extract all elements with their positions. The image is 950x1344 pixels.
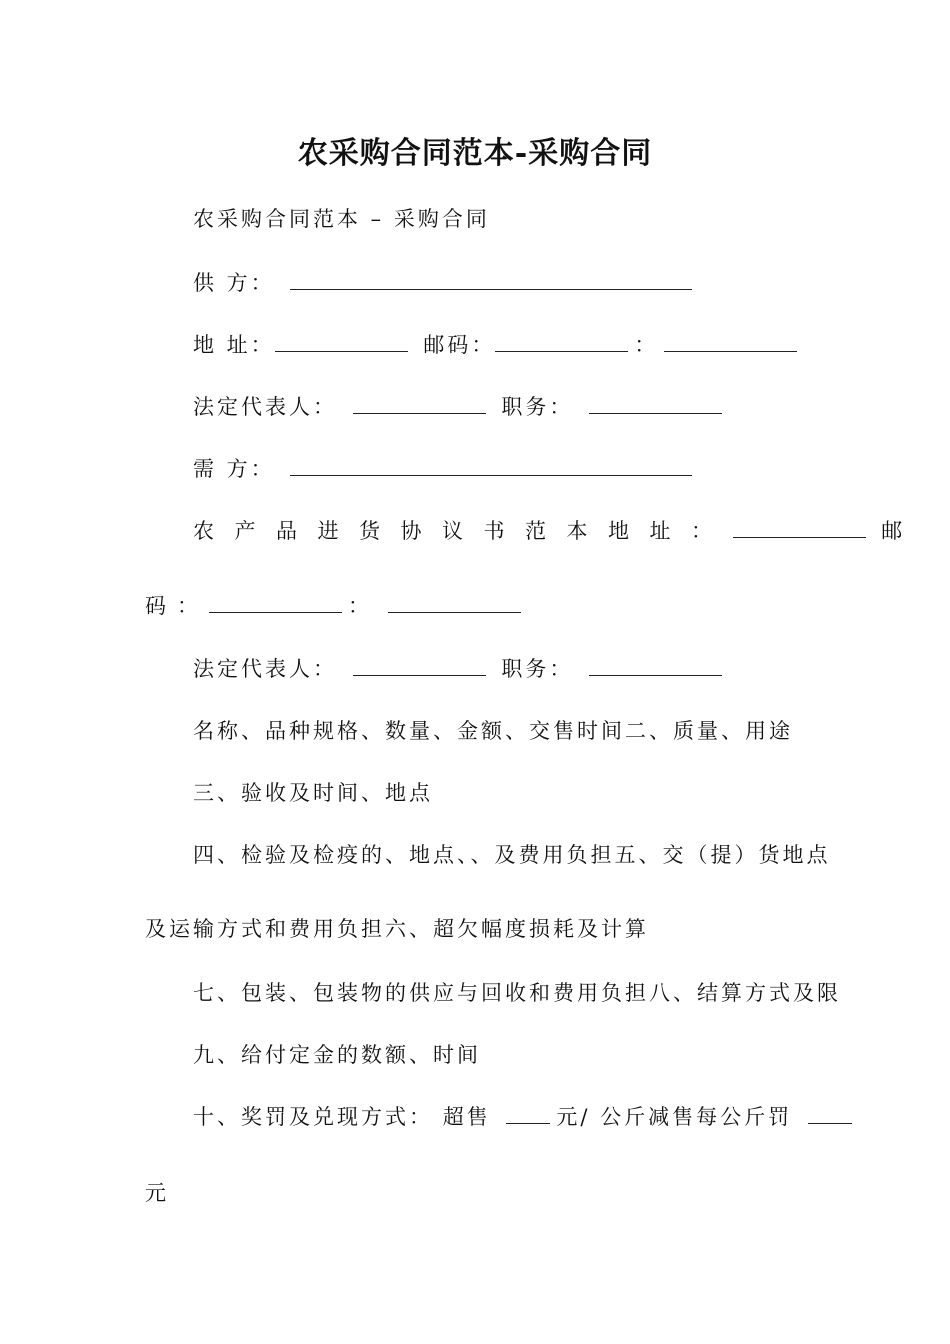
supplier-post-label: 职务： [501,395,574,419]
buyer-blank-label: ： [348,594,372,618]
supplier-address-label: 地 址： [193,333,275,357]
buyer-postcode-field[interactable] [209,592,342,613]
buyer-extra-field[interactable] [388,592,521,613]
supplier-post-field[interactable] [589,393,722,414]
clause-10-label: 十、奖罚及兑现方式： [193,1105,433,1129]
buyer-postcode-label: 码： [145,594,209,618]
supplier-blank-label: ： [634,333,659,357]
buyer-address-field[interactable] [733,517,866,538]
supplier-postcode-field[interactable] [495,331,628,352]
buyer-address-row [193,516,905,546]
buyer-postcode-row [145,591,527,621]
buyer-address-label: 农产品进货协议书范本地址： [193,519,733,543]
buyer-rep-label: 法定代表人： [193,657,337,681]
clause-4-continued: 及运输方式和费用负担六、超欠幅度损耗及计算 [145,917,649,941]
clause-4: 四、检验及检疫的、地点、、及费用负担五、交（提）货地点 [193,843,831,867]
buyer-row [193,454,698,484]
clause-1: 名称、品种规格、数量、金额、交售时间二、质量、用途 [193,719,793,743]
clause-3: 三、验收及时间、地点 [193,781,433,805]
buyer-post-field[interactable] [589,655,722,676]
buyer-label: 需 方： [193,457,275,481]
supplier-label: 供 方： [193,271,275,295]
buyer-postcode-trail: 邮 [881,519,906,543]
supplier-postcode-label: 邮码： [423,333,496,357]
supplier-rep-field[interactable] [353,393,486,414]
supplier-rep-label: 法定代表人： [193,395,337,419]
buyer-name-field[interactable] [290,455,692,476]
clause-10 [193,1102,858,1132]
supplier-address-row [193,330,803,360]
supplier-name-field[interactable] [290,269,692,290]
clause-10-unit: 元 [145,1181,169,1205]
supplier-extra-field[interactable] [664,331,797,352]
supplier-row [193,268,698,298]
supplier-rep-row [193,392,728,422]
subtitle: 农采购合同范本 – 采购合同 [193,207,490,231]
buyer-rep-field[interactable] [353,655,486,676]
oversale-reward-field[interactable] [506,1103,550,1124]
supplier-address-field[interactable] [275,331,408,352]
clause-7: 七、包装、包装物的供应与回收和费用负担八、结算方式及限 [193,981,841,1005]
document-title: 农采购合同范本-采购合同 [297,136,653,171]
buyer-rep-row [193,654,728,684]
clause-9: 九、给付定金的数额、时间 [193,1043,481,1067]
clause-10-penalty-text: 元/ 公斤减售每公斤罚 [556,1105,793,1129]
buyer-post-label: 职务： [501,657,574,681]
clause-10-oversale: 超售 [442,1105,491,1129]
undersale-penalty-field[interactable] [808,1103,852,1124]
